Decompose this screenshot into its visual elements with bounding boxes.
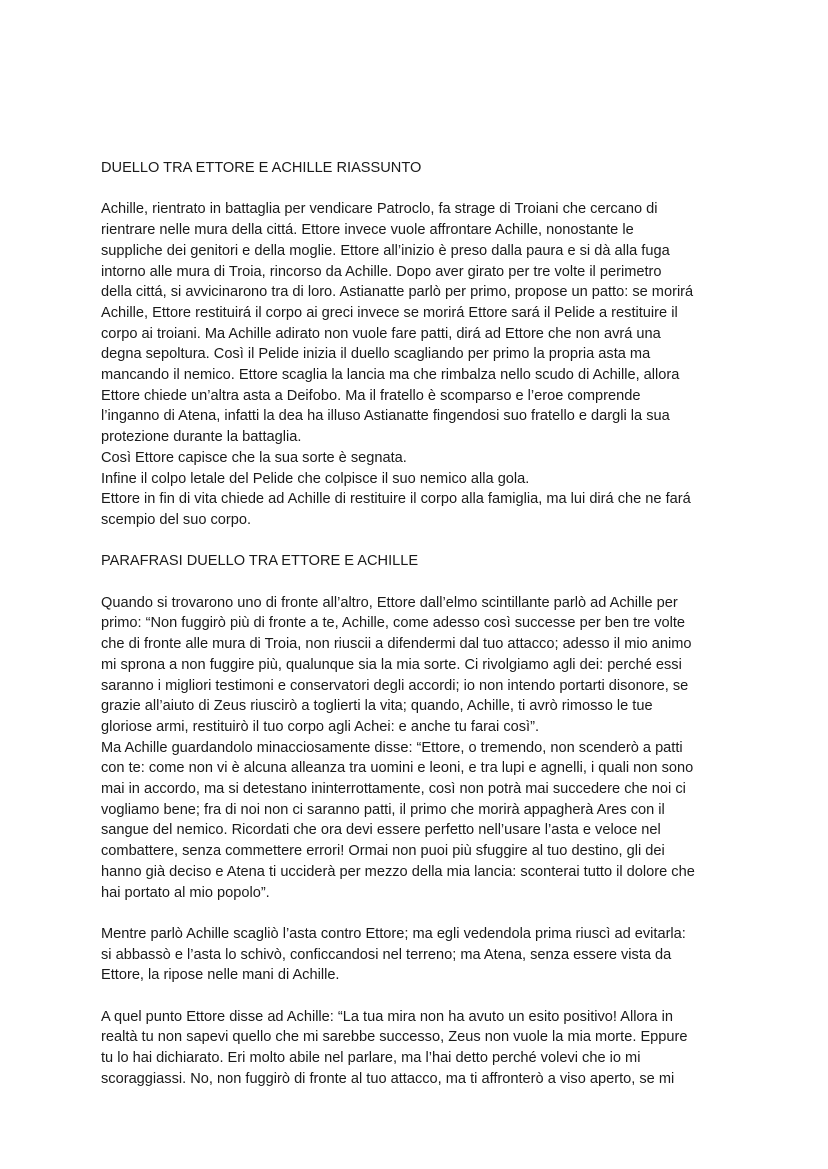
text-line: mi sprona a non fuggire più, qualunque sia la mia sorte. Ci rivolgiamo agli dei: perché essi: [101, 656, 682, 673]
summary-paragraph: [101, 199, 731, 530]
paraphrase-paragraph-1: [101, 593, 731, 904]
text-line: Achille, rientrato in battaglia per vendicare Patroclo, fa strage di Troiani che cercano di: [101, 201, 658, 218]
text-line: l’inganno di Atena, infatti la dea ha illuso Astianatte fingendosi suo fratello e dargli la sua: [101, 408, 670, 425]
text-line: Mentre parlò Achille scagliò l’asta contro Ettore; ma egli vedendola prima riuscì ad evitarla:: [101, 925, 686, 942]
text-line: scempio del suo corpo.: [101, 511, 252, 528]
text-line: corpo ai troiani. Ma Achille adirato non vuole fare patti, dirá ad Ettore che non avrá una: [101, 325, 661, 342]
text-line: suppliche dei genitori e della moglie. Ettore all’inizio è preso dalla paura e si dà alla fuga: [101, 242, 670, 259]
text-line: Achille, Ettore restituirá il corpo ai greci invece se morirá Ettore sará il Pelide a restituire il: [101, 304, 678, 321]
text-line: primo: “Non fuggirò più di fronte a te, Achille, come adesso così successe per ben tre volte: [101, 615, 686, 632]
text-line: sangue del nemico. Ricordati che ora devi essere perfetto nell’usare l’asta e veloce nel: [101, 822, 661, 839]
text-line: A quel punto Ettore disse ad Achille: “La tua mira non ha avuto un esito positivo! Allora in: [101, 1008, 673, 1025]
text-line: della cittá, si avvicinarono tra di loro. Astianatte parlò per primo, propose un patto: se morirá: [101, 284, 694, 301]
spacer: [101, 903, 731, 924]
text-line: con te: come non vi è alcuna alleanza tra uomini e leoni, e tra lupi e agnelli, i quali non sono: [101, 760, 694, 777]
text-line: Infine il colpo letale del Pelide che colpisce il suo nemico alla gola.: [101, 470, 530, 487]
text-line: si abbassò e l’asta lo schivò, conficcandosi nel terreno; ma Atena, senza essere vista da: [101, 946, 672, 963]
text-line: realtà tu non sapevi quello che mi sarebbe successo, Zeus non vuole la mia morte. Eppure: [101, 1029, 688, 1046]
text-line: vogliamo bene; fra di noi non ci saranno patti, il primo che morirà appagherà Ares con il: [101, 801, 665, 818]
text-line: che di fronte alle mura di Troia, non riuscii a difendermi dal tuo attacco; adesso il mio animo: [101, 636, 692, 653]
text-line: Ettore, la ripose nelle mani di Achille.: [101, 967, 340, 984]
text-line: combattere, senza commettere errori! Ormai non puoi più sfuggire al tuo destino, gli dei: [101, 843, 665, 860]
text-line: grazie all’aiuto di Zeus riuscirò a toglierti la vita; quando, Achille, ti avrò rimosso le tue: [101, 698, 653, 715]
spacer: [101, 179, 731, 200]
paraphrase-paragraph-2: [101, 924, 731, 986]
text-line: protezione durante la battaglia.: [101, 429, 302, 446]
text-line: Ettore chiede un’altra asta a Deifobo. Ma il fratello è scomparso e l’eroe comprende: [101, 387, 641, 404]
text-line: mancando il nemico. Ettore scaglia la lancia ma che rimbalza nello scudo di Achille, allora: [101, 367, 680, 384]
text-line: Ettore in fin di vita chiede ad Achille di restituire il corpo alla famiglia, ma lui dirá che ne fará: [101, 491, 691, 508]
text-line: Quando si trovarono uno di fronte all’altro, Ettore dall’elmo scintillante parlò ad Achille per: [101, 594, 678, 611]
text-line: Ma Achille guardandolo minacciosamente disse: “Ettore, o tremendo, non scenderò a patti: [101, 739, 683, 756]
paraphrase-paragraph-3: [101, 1007, 731, 1090]
document-page: [101, 158, 731, 1090]
text-line: gloriose armi, restituirò il tuo corpo agli Achei: e anche tu farai così”.: [101, 718, 540, 735]
spacer: [101, 572, 731, 593]
text-line: saranno i migliori testimoni e conservatori degli accordi; io non intendo portarti disonore, se: [101, 677, 689, 694]
text-line: Così Ettore capisce che la sua sorte è segnata.: [101, 449, 407, 466]
section-title-summary: DUELLO TRA ETTORE E ACHILLE RIASSUNTO: [101, 160, 422, 176]
text-line: mai in accordo, ma si detestano ininterrottamente, così non potrà mai succedere che noi ci: [101, 781, 686, 798]
section-title-paraphrase: PARAFRASI DUELLO TRA ETTORE E ACHILLE: [101, 553, 419, 570]
text-line: intorno alle mura di Troia, rincorso da Achille. Dopo aver girato per tre volte il perimetro: [101, 263, 662, 280]
spacer: [101, 531, 731, 552]
spacer: [101, 986, 731, 1007]
text-line: hai portato al mio popolo”.: [101, 884, 270, 901]
text-line: hanno già deciso e Atena ti ucciderà per mezzo della mia lancia: sconterai tutto il dolore che: [101, 863, 695, 880]
text-line: degna sepoltura. Così il Pelide inizia il duello scagliando per primo la propria asta ma: [101, 346, 651, 363]
text-line: tu lo hai dichiarato. Eri molto abile nel parlare, ma l’hai detto perché volevi che io mi: [101, 1050, 641, 1067]
text-line: rientrare nelle mura della cittá. Ettore invece vuole affrontare Achille, nonostante le: [101, 222, 634, 239]
text-line: scoraggiassi. No, non fuggirò di fronte al tuo attacco, ma ti affronterò a viso aperto, se mi: [101, 1070, 675, 1087]
